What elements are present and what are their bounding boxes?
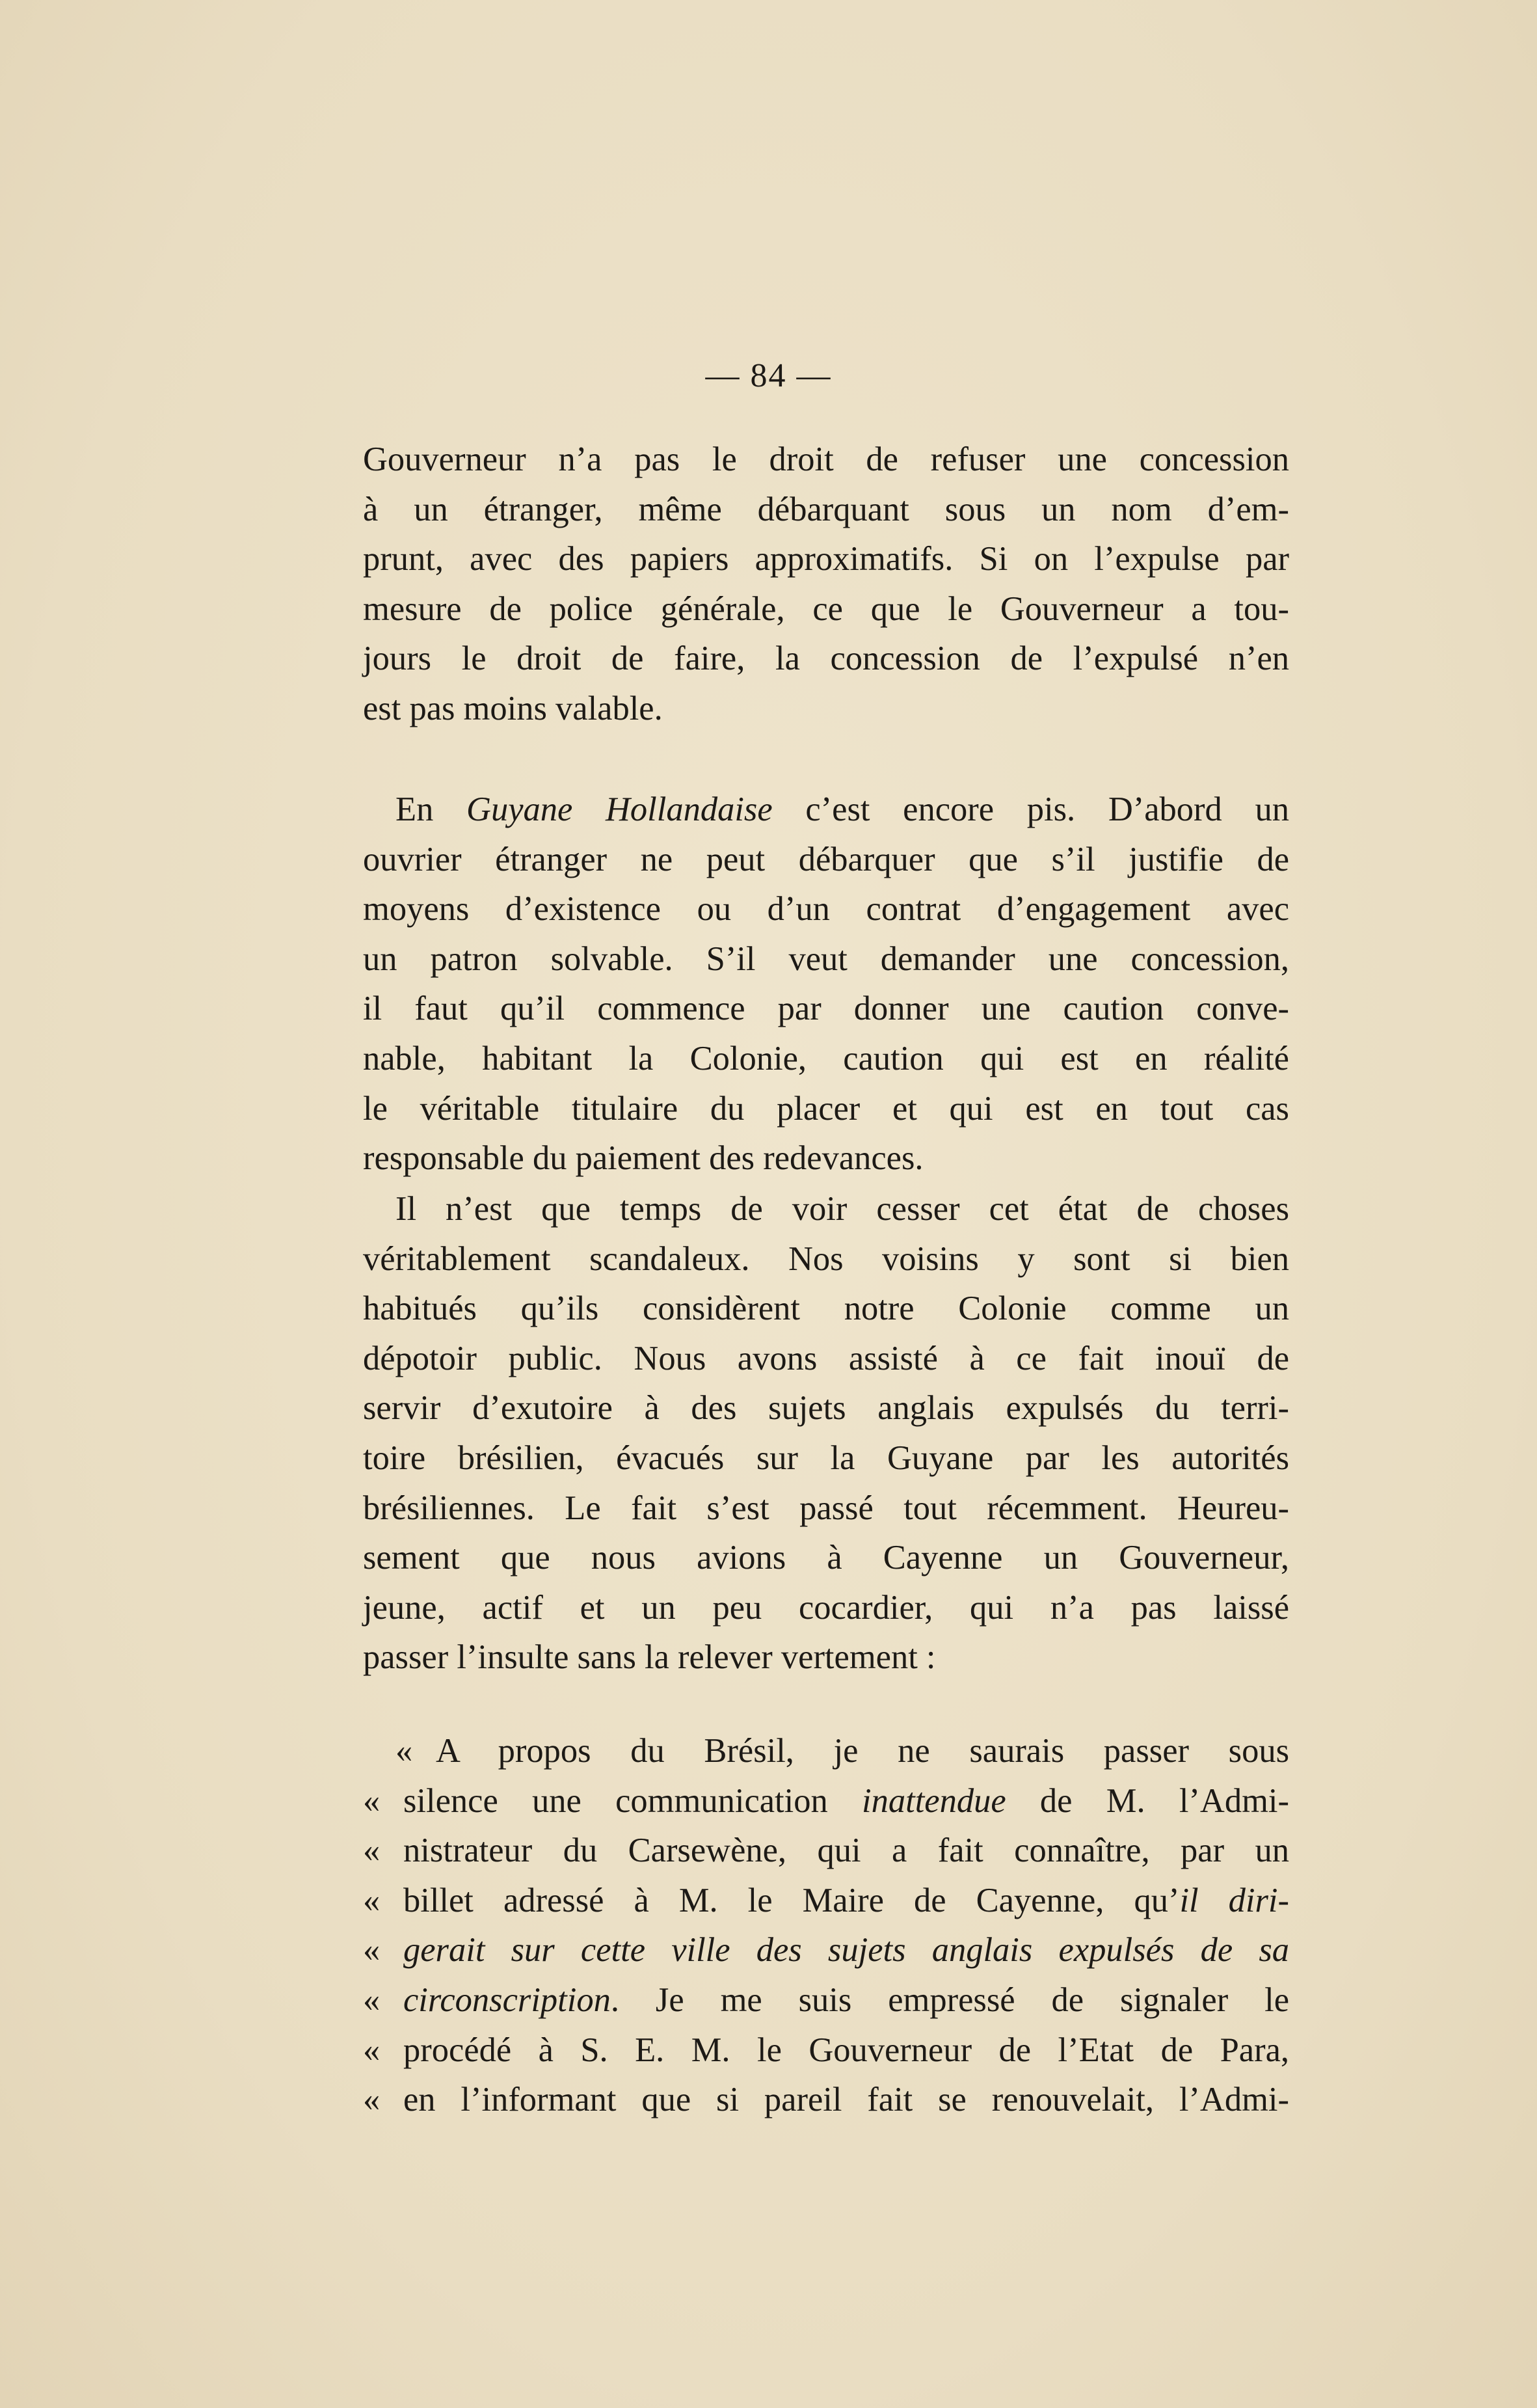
text-line: véritablement scandaleux. Nos voisins y sont si bien	[363, 1239, 1289, 1278]
paragraph-2	[363, 785, 1289, 1184]
text-line: il faut qu’il commence par donner une caution conve-	[363, 990, 1289, 1028]
text-line: servir d’exutoire à des sujets anglais expulsés du terri-	[363, 1389, 1289, 1427]
quote-text: en l’informant que si pareil fait se renouvelait, l’Admi-	[403, 2081, 1289, 2119]
quote-text	[403, 1925, 1289, 1975]
text-line: dépotoir public. Nous avons assisté à ce fait inouï de	[363, 1339, 1289, 1377]
quote-line	[363, 1726, 1289, 1776]
italic-run: gerait sur cette ville des sujets anglais expulsés de sa	[403, 1931, 1289, 1969]
text-run: c’est encore pis. D’abord un	[772, 791, 1289, 828]
text-line: ouvrier étranger ne peut débarquer que s’il justifie de	[363, 840, 1289, 878]
guillemet: «	[363, 2031, 381, 2069]
text-line: Il n’est que temps de voir cesser cet état de choses	[395, 1190, 1289, 1228]
guillemet: «	[363, 1881, 381, 1919]
quote-line	[363, 1975, 1289, 2025]
text-line: habitués qu’ils considèrent notre Colonie comme un	[363, 1290, 1289, 1328]
text-run: . Je me suis empressé de signaler le	[610, 1981, 1289, 2019]
guillemet: «	[395, 1732, 413, 1770]
text-line: jeune, actif et un peu cocardier, qui n’a pas laissé	[363, 1588, 1289, 1627]
text-line: Gouverneur n’a pas le droit de refuser une concession	[363, 440, 1289, 478]
guillemet: «	[363, 1781, 381, 1820]
quote-text: nistrateur du Carsewène, qui a fait connaître, par un	[403, 1832, 1289, 1870]
text-line: sement que nous avions à Cayenne un Gouverneur,	[363, 1539, 1289, 1577]
quote-text: procédé à S. E. M. le Gouverneur de l’Etat de Para,	[403, 2031, 1289, 2069]
text-line: brésiliennes. Le fait s’est passé tout récemment. Heureu-	[363, 1489, 1289, 1527]
text-line: mesure de police générale, ce que le Gouverneur a tou-	[363, 589, 1289, 628]
text-line: un patron solvable. S’il veut demander une concession,	[363, 940, 1289, 978]
quote-text	[403, 1975, 1289, 2025]
quote-text	[403, 1776, 1289, 1826]
quoted-passage	[363, 1726, 1289, 2125]
quote-line	[363, 1776, 1289, 1826]
text-line: est pas moins valable.	[363, 689, 663, 727]
text-line: jours le droit de faire, la concession de l’expulsé n’en	[363, 640, 1289, 678]
italic-run: inattendue	[862, 1781, 1006, 1820]
paragraph-1	[363, 435, 1289, 734]
text-line: le véritable titulaire du placer et qui est en tout cas	[363, 1089, 1289, 1128]
page-number: — 84 —	[705, 357, 832, 394]
text-line: moyens d’existence ou d’un contrat d’engagement avec	[363, 890, 1289, 928]
italic-run: circonscription	[403, 1981, 611, 2019]
italic-place-name: Guyane Hollandaise	[466, 791, 773, 828]
text-line: passer l’insulte sans la relever vertement :	[363, 1638, 936, 1677]
text-line: nable, habitant la Colonie, caution qui est en réalité	[363, 1039, 1289, 1077]
italic-run: il diri-	[1179, 1881, 1289, 1919]
text-run: silence une communication	[403, 1781, 862, 1820]
text-line: prunt, avec des papiers approximatifs. Si on l’expulse par	[363, 540, 1289, 578]
paragraph-3	[363, 1184, 1289, 1683]
text-line: à un étranger, même débarquant sous un nom d’em-	[363, 490, 1289, 528]
guillemet: «	[363, 1931, 381, 1969]
quote-line	[363, 1826, 1289, 1876]
quote-line	[363, 1925, 1289, 1975]
quote-line	[363, 2025, 1289, 2076]
text-line: responsable du paiement des redevances.	[363, 1139, 924, 1178]
quote-line	[363, 1876, 1289, 1926]
text-run: de M. l’Admi-	[1006, 1781, 1289, 1820]
text-run: En	[395, 791, 467, 828]
quote-text	[403, 1876, 1289, 1926]
text-line: toire brésilien, évacués sur la Guyane par les autorités	[363, 1439, 1289, 1477]
text-line	[363, 785, 1289, 835]
guillemet: «	[363, 1981, 381, 2019]
text-run: billet adressé à M. le Maire de Cayenne, qu’	[403, 1881, 1180, 1919]
guillemet: «	[363, 1832, 381, 1870]
quote-text: A propos du Brésil, je ne saurais passer sous	[436, 1732, 1289, 1770]
guillemet: «	[363, 2081, 381, 2119]
quote-line	[363, 2075, 1289, 2125]
